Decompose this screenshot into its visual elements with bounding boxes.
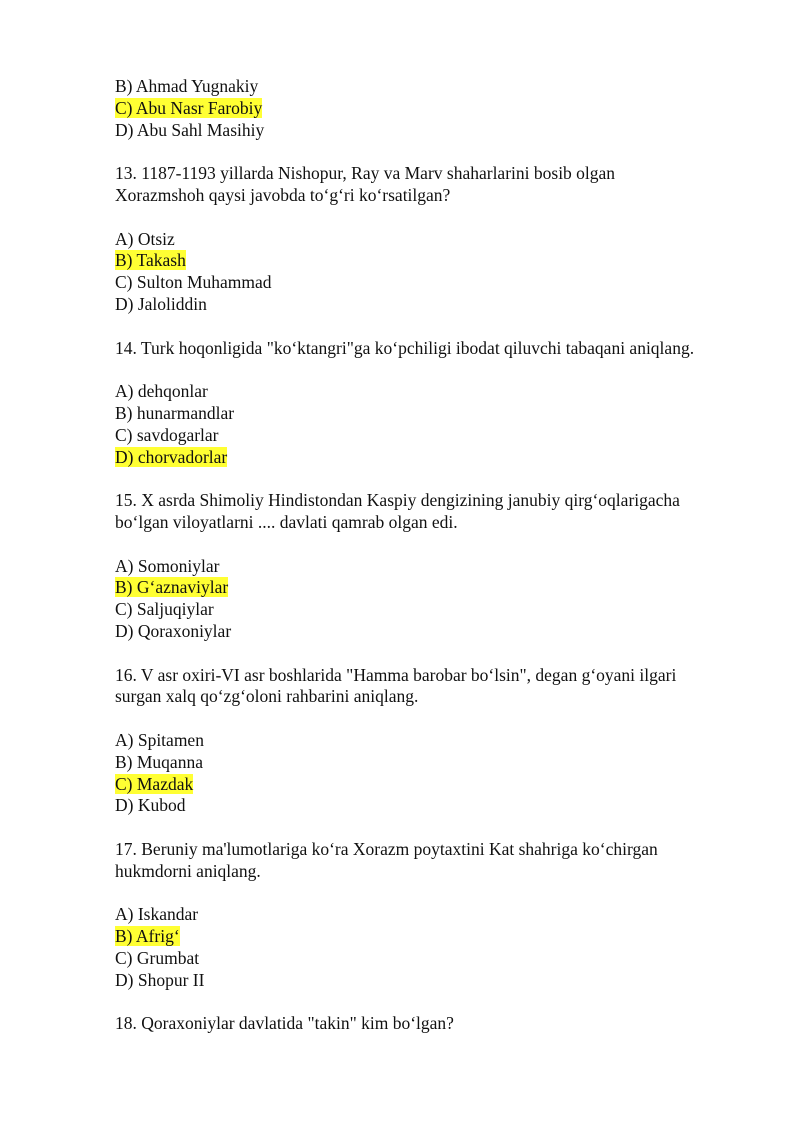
option-c-correct <box>115 98 735 120</box>
option-b-correct <box>115 577 735 599</box>
question-17-text-line-2: hukmdorni aniqlang. <box>115 860 261 881</box>
option-text-highlighted: C) Mazdak <box>115 773 194 794</box>
option-text: A) Somoniylar <box>115 555 220 576</box>
option-text: B) Muqanna <box>115 751 203 772</box>
option-c <box>115 599 735 621</box>
option-d <box>115 795 735 817</box>
option-d <box>115 294 735 316</box>
option-text: A) Spitamen <box>115 729 204 750</box>
question-18 <box>115 1013 735 1035</box>
option-b <box>115 752 735 774</box>
option-a <box>115 730 735 752</box>
option-text: D) Shopur II <box>115 969 205 990</box>
option-text: D) Abu Sahl Masihiy <box>115 119 265 140</box>
option-a <box>115 381 735 403</box>
question-16 <box>115 665 735 818</box>
option-b <box>115 76 735 98</box>
option-b-correct <box>115 250 735 272</box>
option-c <box>115 272 735 294</box>
option-text: D) Kubod <box>115 795 186 816</box>
question-17 <box>115 839 735 992</box>
option-text: C) Grumbat <box>115 947 200 968</box>
option-b <box>115 403 735 425</box>
option-text: A) dehqonlar <box>115 381 208 402</box>
option-text-highlighted: B) G‘aznaviylar <box>115 577 229 598</box>
option-text: A) Otsiz <box>115 228 175 249</box>
question-17-text-line-1: 17. Beruniy ma'lumotlariga ko‘ra Xorazm poytaxtini Kat shahriga ko‘chirgan <box>115 838 658 859</box>
document-page <box>115 76 735 1035</box>
question-13-text-line-2: Xorazmshoh qaysi javobda to‘g‘ri ko‘rsatilgan? <box>115 184 451 205</box>
question-13-text-line-1: 13. 1187-1193 yillarda Nishopur, Ray va Marv shaharlarini bosib olgan <box>115 163 616 184</box>
option-text: D) Jaloliddin <box>115 293 207 314</box>
option-c <box>115 425 735 447</box>
option-text-highlighted: D) chorvadorlar <box>115 446 228 467</box>
option-c-correct <box>115 774 735 796</box>
option-text-highlighted: B) Afrig‘ <box>115 926 180 947</box>
option-text: B) Ahmad Yugnakiy <box>115 76 259 96</box>
option-text: C) Saljuqiylar <box>115 599 214 620</box>
option-a <box>115 229 735 251</box>
question-16-text-line-1: 16. V asr oxiri-VI asr boshlarida "Hamma barobar bo‘lsin", degan g‘oyani ilgari <box>115 664 677 685</box>
option-d-correct <box>115 447 735 469</box>
question-15 <box>115 490 735 643</box>
option-d <box>115 120 735 142</box>
option-text: B) hunarmandlar <box>115 402 235 423</box>
question-14 <box>115 338 735 469</box>
option-text: D) Qoraxoniylar <box>115 620 232 641</box>
option-text-highlighted: C) Abu Nasr Farobiy <box>115 97 263 118</box>
option-text-highlighted: B) Takash <box>115 250 186 271</box>
question-18-text-line-1: 18. Qoraxoniylar davlatida "takin" kim bo‘lgan? <box>115 1013 454 1034</box>
prev-question-options <box>115 76 735 141</box>
option-a <box>115 556 735 578</box>
question-13 <box>115 163 735 316</box>
question-14-text-line-1: 14. Turk hoqonligida "ko‘ktangri"ga ko‘pchiligi ibodat qiluvchi tabaqani aniqlang. <box>115 337 695 358</box>
option-b-correct <box>115 926 735 948</box>
option-d <box>115 621 735 643</box>
option-text: C) Sulton Muhammad <box>115 272 272 293</box>
question-15-text-line-2: bo‘lgan viloyatlarni .... davlati qamrab olgan edi. <box>115 511 458 532</box>
option-text: A) Iskandar <box>115 904 199 925</box>
option-text: C) savdogarlar <box>115 424 219 445</box>
option-a <box>115 904 735 926</box>
question-16-text-line-2: surgan xalq qo‘zg‘oloni rahbarini aniqlang. <box>115 686 419 707</box>
option-c <box>115 948 735 970</box>
question-15-text-line-1: 15. X asrda Shimoliy Hindistondan Kaspiy dengizining janubiy qirg‘oqlarigacha <box>115 490 680 511</box>
option-d <box>115 970 735 992</box>
